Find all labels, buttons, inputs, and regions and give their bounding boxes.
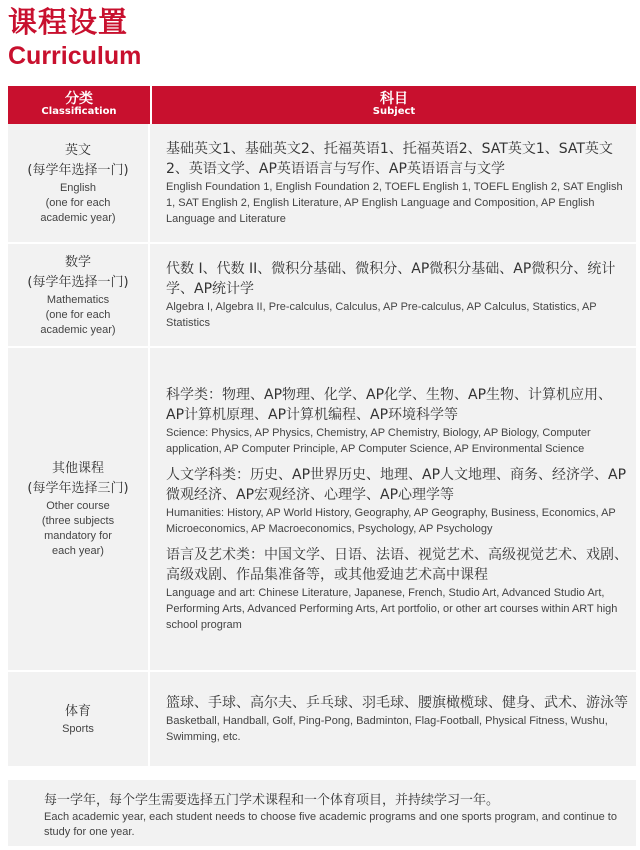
classification-en: English xyxy=(59,181,97,194)
table-row-math xyxy=(8,244,636,348)
subject-list-zh: 科学类：物理、AP物理、化学、AP化学、生物、AP生物、计算机应用、AP计算机原理、AP计算机编程、AP环境科学等 xyxy=(166,387,613,423)
subject-block-humanities xyxy=(166,465,630,537)
page-title-en: Curriculum xyxy=(8,42,142,70)
header-subject-zh: 科目 xyxy=(380,91,408,108)
classification-en: each year) xyxy=(52,545,104,557)
classification-zh: 英文 xyxy=(64,142,91,158)
classification-rule-zh: (每学年选择一门) xyxy=(27,274,129,290)
subject-block xyxy=(166,139,630,227)
classification-en: academic year) xyxy=(40,323,116,336)
classification-cell xyxy=(8,348,150,670)
subject-cell xyxy=(150,348,636,670)
curriculum-table xyxy=(8,86,636,766)
classification-cell xyxy=(8,124,150,242)
header-subject xyxy=(152,86,636,124)
subject-list-en: Language and art: Chinese Literature, Japanese, French, Studio Art, Advanced Studio Art, Performing Arts, Advanced Performing Arts, Art portfolio, or other art courses within ART high school program xyxy=(166,587,618,631)
subject-list-zh: 语言及艺术类：中国文学、日语、法语、视觉艺术、高级视觉艺术、戏剧、高级戏剧、作品集准备等，或其他爱迪艺术高中课程 xyxy=(166,547,628,583)
classification-cell xyxy=(8,672,150,766)
classification-zh: 体育 xyxy=(64,703,91,719)
subject-block xyxy=(166,693,630,745)
table-row-english xyxy=(8,124,636,244)
subject-cell xyxy=(150,672,636,766)
footer-note-en: Each academic year, each student needs to choose five academic programs and one sports program, and continue to study for one year. xyxy=(44,811,617,838)
subject-list-en: Science: Physics, AP Physics, Chemistry, AP Chemistry, Biology, AP Biology, Computer application, AP Computer Principle, AP Computer Science, AP Environmental Science xyxy=(166,427,591,455)
subject-list-zh: 基础英文1、基础英文2、托福英语1、托福英语2、SAT英文1、SAT英文2、英语文学、AP英语语言与写作、AP英语语言与文学 xyxy=(166,141,613,177)
subject-list-zh: 篮球、手球、高尔夫、乒乓球、羽毛球、腰旗橄榄球、健身、武术、游泳等 xyxy=(166,695,628,711)
classification-en: academic year) xyxy=(40,211,116,224)
classification-zh: 其他课程 xyxy=(51,461,104,476)
classification-cell xyxy=(8,244,150,346)
subject-list-zh: 代数 I、代数 II、微积分基础、微积分、AP微积分基础、AP微积分、统计学、AP统计学 xyxy=(166,261,616,297)
classification-en: (one for each xyxy=(45,308,111,321)
header-subject-en: Subject xyxy=(372,106,416,118)
classification-rule-zh: (每学年选择一门) xyxy=(27,162,129,178)
header-classification-zh: 分类 xyxy=(65,91,93,108)
subject-list-en: Basketball, Handball, Golf, Ping-Pong, Badminton, Flag-Football, Physical Fitness, Wushu, Swimming, etc. xyxy=(166,715,608,743)
subject-list-en: Humanities: History, AP World History, Geography, AP Geography, Business, Economics, AP Microeconomics, AP Macroeconomics, Psychology, AP Psychology xyxy=(166,507,616,535)
classification-en: mandatory for xyxy=(44,530,112,542)
classification-en: Sports xyxy=(62,722,94,735)
table-row-other xyxy=(8,348,636,672)
classification-en: Mathematics xyxy=(46,293,110,306)
classification-en: (one for each xyxy=(45,196,111,209)
subject-cell xyxy=(150,244,636,346)
classification-rule-zh: (每学年选择三门) xyxy=(27,481,129,496)
classification-en: (three subjects xyxy=(41,515,115,527)
table-row-sports xyxy=(8,672,636,766)
subject-list-en: English Foundation 1, English Foundation 2, TOEFL English 1, TOEFL English 2, SAT English 1, SAT English 2, English Literature, AP English Language and Composition, AP English Language and Literature xyxy=(166,181,623,225)
footer-note-zh: 每一学年，每个学生需要选择五门学术课程和一个体育项目，并持续学习一年。 xyxy=(44,793,500,808)
table-header xyxy=(8,86,636,124)
subject-cell xyxy=(150,124,636,242)
subject-block xyxy=(166,259,630,331)
page-title-zh: 课程设置 xyxy=(8,5,129,39)
classification-zh: 数学 xyxy=(64,254,91,270)
subject-list-zh: 人文学科类：历史、AP世界历史、地理、AP人文地理、商务、经济学、AP微观经济、AP宏观经济、心理学、AP心理学等 xyxy=(166,467,627,503)
footer-note xyxy=(8,780,636,846)
subject-list-en: Algebra I, Algebra II, Pre-calculus, Calculus, AP Pre-calculus, AP Calculus, Statistics, AP Statistics xyxy=(166,301,597,329)
subject-block-language-art xyxy=(166,545,630,633)
header-classification xyxy=(8,86,152,124)
classification-en: Other course xyxy=(46,500,110,512)
header-classification-en: Classification xyxy=(41,106,117,118)
subject-block-science xyxy=(166,385,630,457)
